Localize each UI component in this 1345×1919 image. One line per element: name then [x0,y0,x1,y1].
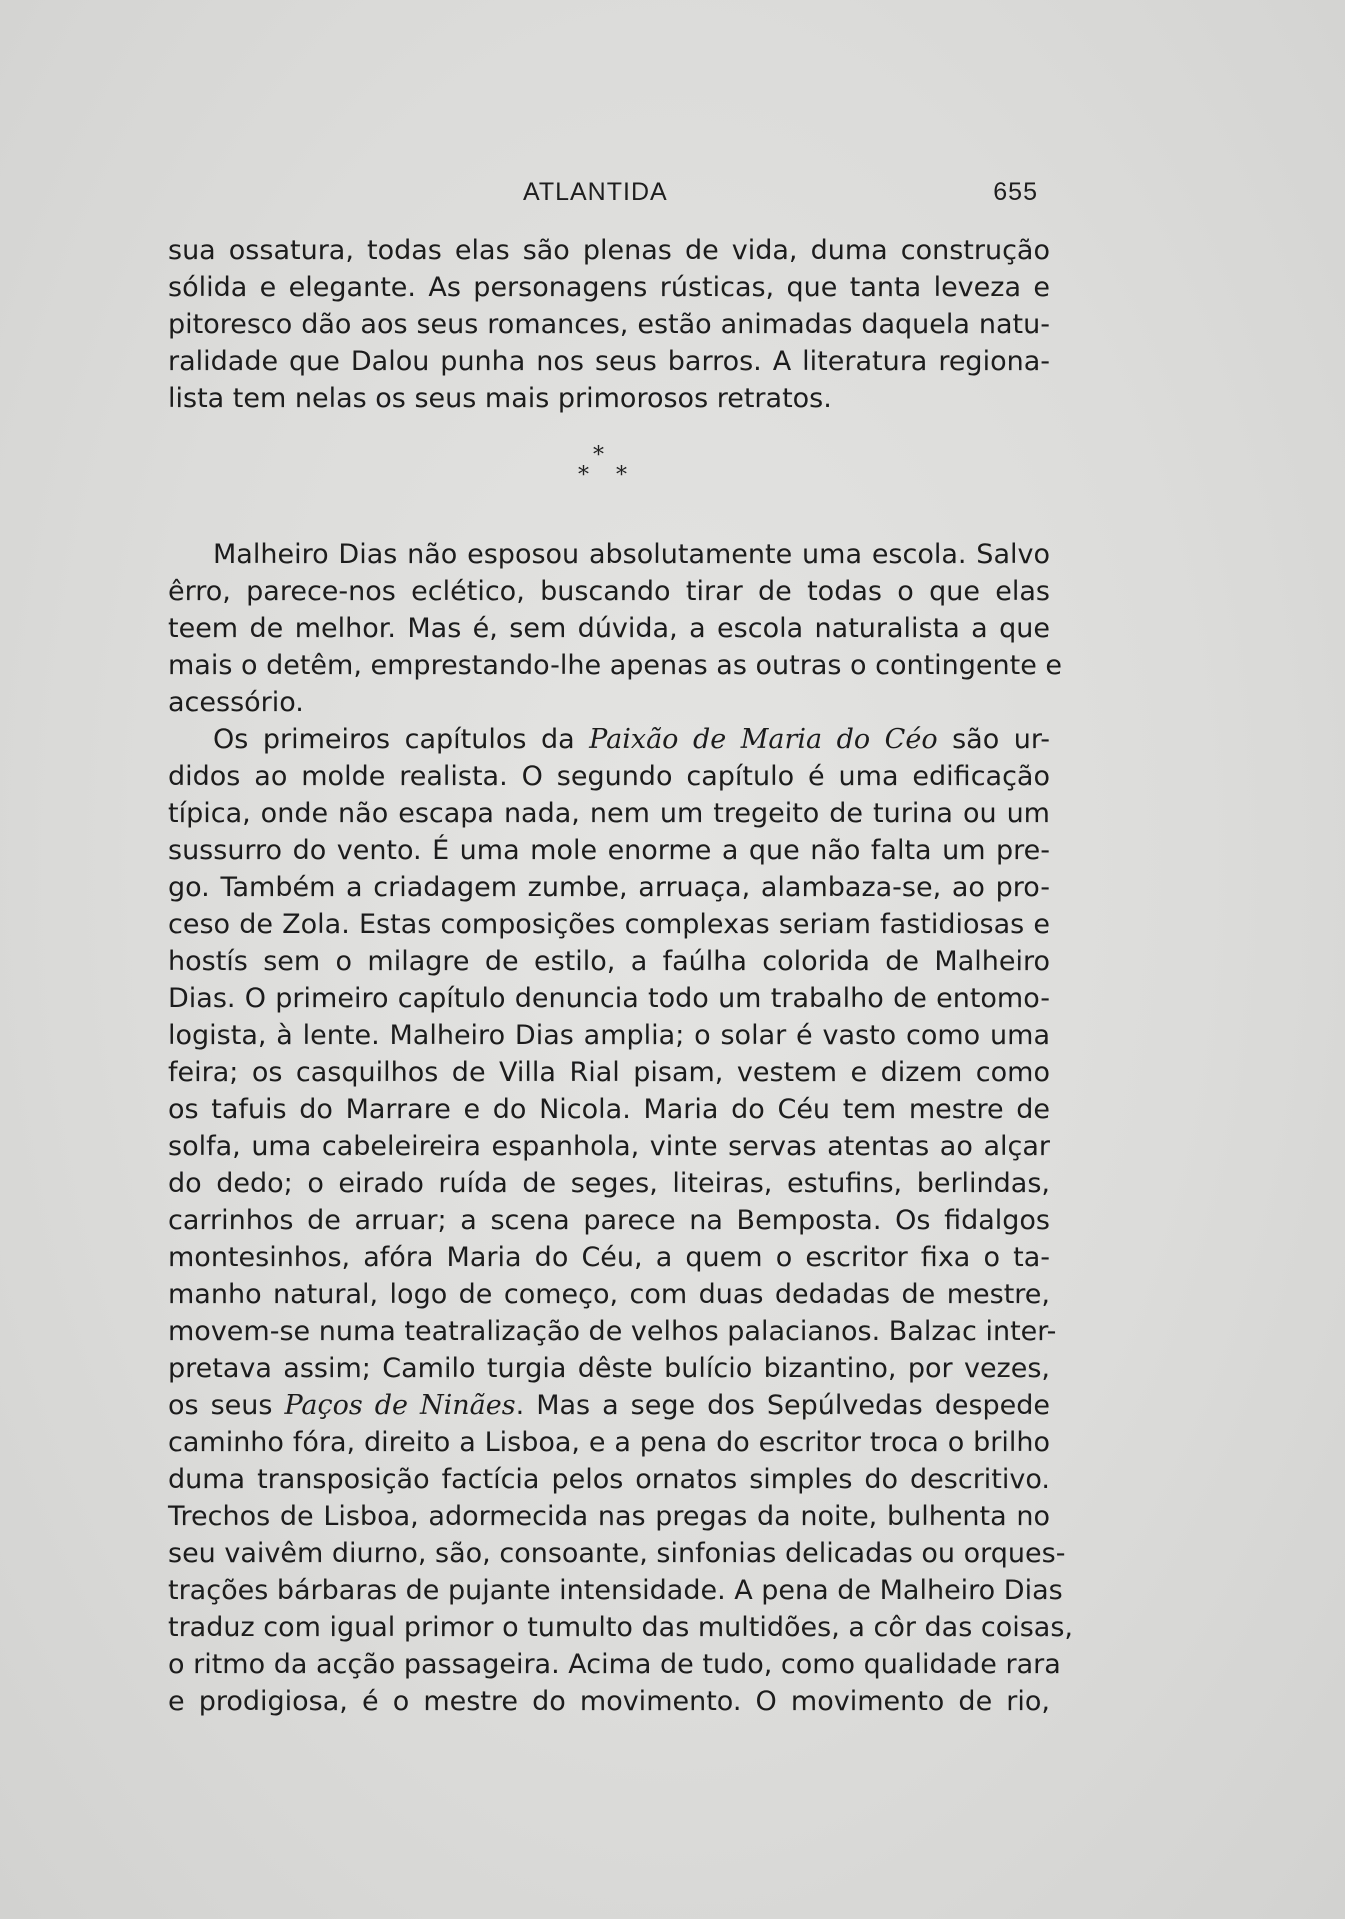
text-line: típica, onde não escapa nada, nem um tregeito de turina ou um [168,798,1050,829]
text-line: Dias. O primeiro capítulo denuncia todo um trabalho de entomo- [168,983,1050,1014]
text-line-with-title [168,1387,1050,1424]
page-number: 655 [993,178,1038,206]
text-line: manho natural, logo de começo, com duas dedadas de mestre, [168,1279,1050,1310]
text-line: sussurro do vento. É uma mole enorme a que não falta um pre- [168,835,1050,866]
text-line: Trechos de Lisboa, adormecida nas pregas da noite, bulhenta no [168,1501,1050,1532]
text-line: Malheiro Dias não esposou absolutamente uma escola. Salvo [213,539,1050,570]
text-line: teem de melhor. Mas é, sem dúvida, a escola naturalista a que [168,613,1050,644]
section-separator [168,417,1050,536]
text-line: os tafuis do Marrare e do Nicola. Maria do Céu tem mestre de [168,1094,1050,1125]
separator-bottom-stars: * * [578,463,637,488]
text-line-with-title [168,721,1050,758]
text-line: go. Também a criadagem zumbe, arruaça, alambaza-se, ao pro- [168,872,1050,903]
page-header [170,178,1050,218]
text-line: o ritmo da acção passageira. Acima de tudo, como qualidade rara [168,1649,1061,1680]
text-line: do dedo; o eirado ruída de seges, liteiras, estufins, berlindas, [168,1168,1050,1199]
text-fragment: os seus [168,1390,285,1421]
text-line: logista, à lente. Malheiro Dias amplia; o solar é vasto como uma [168,1020,1050,1051]
text-fragment: . Mas a sege dos Sepúlvedas despede [515,1390,1051,1421]
separator-top-star: * [593,443,604,468]
text-line: pitoresco dão aos seus romances, estão animadas daquela natu- [168,309,1050,340]
text-line: movem-se numa teatralização de velhos palacianos. Balzac inter- [168,1316,1057,1347]
text-line: hostís sem o milagre de estilo, a faúlha colorida de Malheiro [168,946,1050,977]
text-line: ceso de Zola. Estas composições complexas seriam fastidiosas e [168,909,1050,940]
paragraph-2 [168,536,1063,721]
text-line: sua ossatura, todas elas são plenas de vida, duma construção [168,235,1050,266]
text-line: trações bárbaras de pujante intensidade. A pena de Malheiro Dias [168,1575,1063,1606]
text-line: pretava assim; Camilo turgia dêste bulício bizantino, por vezes, [168,1353,1050,1384]
body-text [168,232,1073,1720]
text-line: e prodigiosa, é o mestre do movimento. O movimento de rio, [168,1686,1050,1717]
text-fragment: são ur- [937,724,1050,755]
text-line: ralidade que Dalou punha nos seus barros. A literatura regiona- [168,346,1050,377]
book-title-italic: Paços de Ninães [284,1390,516,1421]
text-fragment: Os primeiros capítulos da [213,724,590,755]
text-line: lista tem nelas os seus mais primorosos retratos. [168,383,832,414]
text-line: mais o detêm, emprestando-lhe apenas as outras o contingente e [168,650,1063,681]
text-line: caminho fóra, direito a Lisboa, e a pena do escritor troca o brilho [168,1427,1050,1458]
paragraph-3 [168,721,1073,1720]
paragraph-1 [168,232,1050,417]
text-line: sólida e elegante. As personagens rústicas, que tanta leveza e [168,272,1050,303]
running-title: ATLANTIDA [523,178,668,206]
text-line: traduz com igual primor o tumulto das multidões, a côr das coisas, [168,1612,1073,1643]
text-line: acessório. [168,687,304,718]
text-line: solfa, uma cabeleireira espanhola, vinte servas atentas ao alçar [168,1131,1050,1162]
text-line: seu vaivêm diurno, são, consoante, sinfonias delicadas ou orques- [168,1538,1066,1569]
text-line: feira; os casquilhos de Villa Rial pisam, vestem e dizem como [168,1057,1050,1088]
book-title-italic: Paixão de Maria do Céo [589,724,938,755]
text-line: carrinhos de arruar; a scena parece na Bemposta. Os fidalgos [168,1205,1050,1236]
text-line: didos ao molde realista. O segundo capítulo é uma edificação [168,761,1050,792]
text-line: duma transposição factícia pelos ornatos simples do descritivo. [168,1464,1050,1495]
text-line: montesinhos, afóra Maria do Céu, a quem o escritor fixa o ta- [168,1242,1050,1273]
text-line: êrro, parece-nos eclético, buscando tirar de todas o que elas [168,576,1050,607]
